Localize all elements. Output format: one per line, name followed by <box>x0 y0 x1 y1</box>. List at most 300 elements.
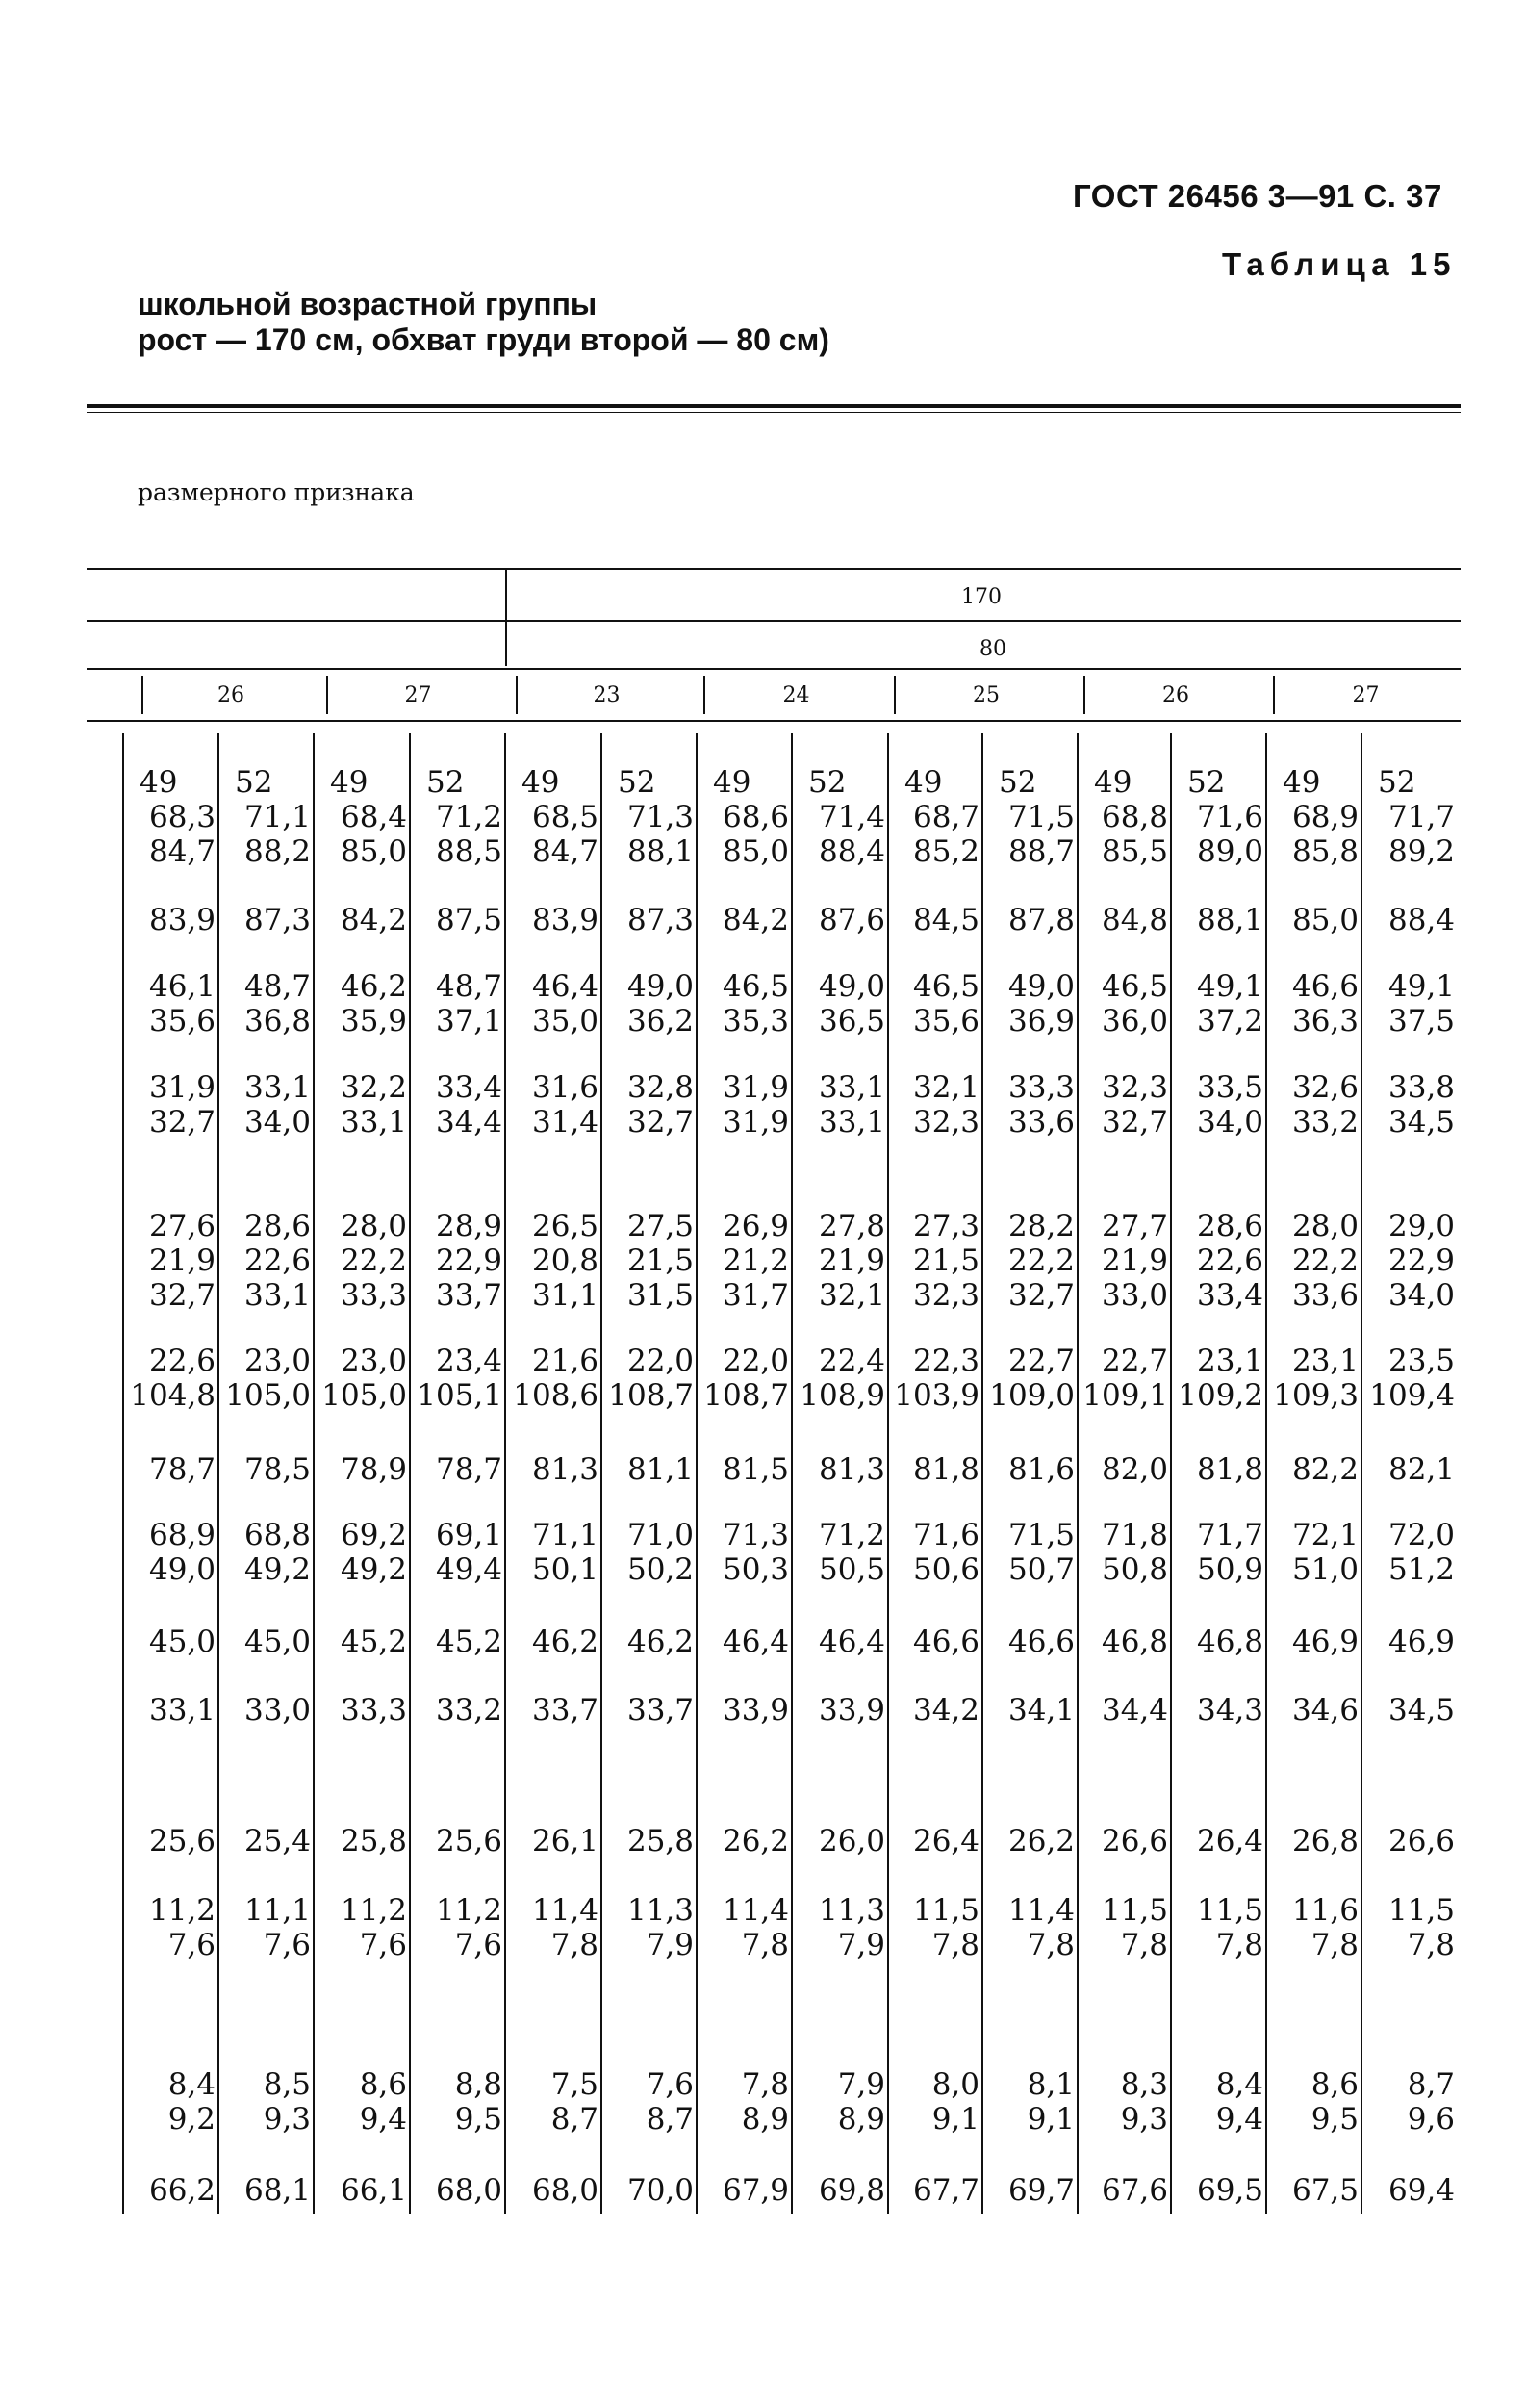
group-label: 25 <box>973 683 1000 707</box>
header-rule-1 <box>87 568 1461 570</box>
table-cell: 26,1 <box>531 1824 598 1858</box>
table-cell: 32,2 <box>340 1070 407 1105</box>
table-cell: 22,2 <box>1291 1243 1359 1278</box>
table-cell: 31,6 <box>531 1070 598 1105</box>
table-cell: 11,1 <box>243 1893 311 1928</box>
table-cell: 49 <box>713 765 751 800</box>
table-cell: 22,2 <box>340 1243 407 1278</box>
table-cell: 25,4 <box>243 1824 311 1858</box>
column-caption: размерного признака <box>138 478 415 506</box>
table-cell: 33,1 <box>148 1693 216 1728</box>
table-cell: 68,9 <box>1291 800 1359 834</box>
table-cell: 31,9 <box>722 1105 789 1140</box>
table-cell: 50,6 <box>912 1552 979 1587</box>
group-label: 27 <box>404 683 432 707</box>
table-cell: 7,9 <box>837 1928 885 1962</box>
table-cell: 26,6 <box>1101 1824 1168 1858</box>
table-cell: 33,0 <box>243 1693 311 1728</box>
table-cell: 82,0 <box>1101 1452 1168 1487</box>
table-cell: 32,7 <box>148 1105 216 1140</box>
table-cell: 84,7 <box>148 834 216 869</box>
table-cell: 46,5 <box>1101 969 1168 1004</box>
table-cell: 28,0 <box>1291 1209 1359 1243</box>
table-cell: 68,4 <box>340 800 407 834</box>
table-cell: 108,9 <box>800 1378 885 1413</box>
table-cell: 85,0 <box>722 834 789 869</box>
table-cell: 35,6 <box>912 1004 979 1038</box>
table-cell: 108,7 <box>703 1378 789 1413</box>
table-cell: 31,5 <box>626 1278 694 1313</box>
table-cell: 8,7 <box>1407 2067 1455 2102</box>
table-cell: 109,0 <box>989 1378 1075 1413</box>
table-cell: 11,2 <box>340 1893 407 1928</box>
group-label: 26 <box>217 683 244 707</box>
table-cell: 25,8 <box>340 1824 407 1858</box>
table-cell: 33,5 <box>1196 1070 1263 1105</box>
table-cell: 34,0 <box>243 1105 311 1140</box>
table-cell: 46,2 <box>531 1625 598 1659</box>
table-cell: 69,1 <box>435 1518 502 1552</box>
table-cell: 34,6 <box>1291 1693 1359 1728</box>
column-divider <box>1265 733 1267 2214</box>
table-cell: 84,5 <box>912 903 979 937</box>
table-cell: 82,2 <box>1291 1452 1359 1487</box>
table-cell: 22,7 <box>1007 1344 1075 1378</box>
column-divider <box>122 733 124 2214</box>
table-cell: 8,5 <box>263 2067 311 2102</box>
table-cell: 27,7 <box>1101 1209 1168 1243</box>
table-cell: 48,7 <box>435 969 502 1004</box>
table-cell: 46,9 <box>1291 1625 1359 1659</box>
table-cell: 22,9 <box>435 1243 502 1278</box>
table-cell: 8,7 <box>550 2102 598 2137</box>
table-cell: 105,0 <box>321 1378 407 1413</box>
table-cell: 84,2 <box>722 903 789 937</box>
table-cell: 49,1 <box>1387 969 1455 1004</box>
table-cell: 32,6 <box>1291 1070 1359 1105</box>
table-cell: 11,3 <box>626 1893 694 1928</box>
table-cell: 71,5 <box>1007 1518 1075 1552</box>
column-divider <box>1170 733 1172 2214</box>
table-cell: 109,4 <box>1369 1378 1455 1413</box>
table-cell: 68,9 <box>148 1518 216 1552</box>
table-cell: 50,1 <box>531 1552 598 1587</box>
table-cell: 88,7 <box>1007 834 1075 869</box>
table-cell: 46,4 <box>818 1625 885 1659</box>
table-cell: 7,9 <box>837 2067 885 2102</box>
table-cell: 78,5 <box>243 1452 311 1487</box>
column-divider <box>600 733 602 2214</box>
table-cell: 45,2 <box>435 1625 502 1659</box>
column-divider <box>1361 733 1362 2214</box>
table-cell: 11,5 <box>1387 1893 1455 1928</box>
table-cell: 89,0 <box>1196 834 1263 869</box>
table-cell: 21,5 <box>626 1243 694 1278</box>
table-cell: 84,7 <box>531 834 598 869</box>
table-cell: 33,1 <box>243 1070 311 1105</box>
table-cell: 49,2 <box>340 1552 407 1587</box>
table-cell: 11,4 <box>1007 1893 1075 1928</box>
table-cell: 32,3 <box>912 1278 979 1313</box>
table-cell: 52 <box>235 765 273 800</box>
table-cell: 88,4 <box>818 834 885 869</box>
table-cell: 71,1 <box>531 1518 598 1552</box>
table-cell: 33,7 <box>435 1278 502 1313</box>
table-cell: 71,4 <box>818 800 885 834</box>
table-cell: 103,9 <box>894 1378 979 1413</box>
table-cell: 46,4 <box>722 1625 789 1659</box>
table-cell: 46,6 <box>1291 969 1359 1004</box>
table-cell: 71,6 <box>1196 800 1263 834</box>
table-cell: 7,8 <box>1310 1928 1359 1962</box>
column-divider <box>696 733 698 2214</box>
table-cell: 11,4 <box>722 1893 789 1928</box>
table-cell: 23,0 <box>340 1344 407 1378</box>
table-cell: 28,6 <box>243 1209 311 1243</box>
table-cell: 9,1 <box>1027 2102 1075 2137</box>
table-cell: 9,3 <box>263 2102 311 2137</box>
table-cell: 49 <box>330 765 369 800</box>
table-cell: 67,5 <box>1291 2173 1359 2208</box>
table-cell: 28,9 <box>435 1209 502 1243</box>
table-cell: 85,5 <box>1101 834 1168 869</box>
group-label: 24 <box>782 683 810 707</box>
table-cell: 8,1 <box>1027 2067 1075 2102</box>
table-cell: 78,7 <box>148 1452 216 1487</box>
table-cell: 22,6 <box>148 1344 216 1378</box>
table-cell: 71,8 <box>1101 1518 1168 1552</box>
table-cell: 50,5 <box>818 1552 885 1587</box>
table-cell: 46,6 <box>1007 1625 1075 1659</box>
table-cell: 71,2 <box>435 800 502 834</box>
table-cell: 36,0 <box>1101 1004 1168 1038</box>
table-cell: 51,2 <box>1387 1552 1455 1587</box>
table-cell: 31,9 <box>148 1070 216 1105</box>
table-cell: 85,8 <box>1291 834 1359 869</box>
table-cell: 33,1 <box>340 1105 407 1140</box>
table-cell: 33,7 <box>531 1693 598 1728</box>
table-cell: 89,2 <box>1387 834 1455 869</box>
table-cell: 49,2 <box>243 1552 311 1587</box>
table-cell: 33,2 <box>1291 1105 1359 1140</box>
table-cell: 83,9 <box>148 903 216 937</box>
table-cell: 68,0 <box>435 2173 502 2208</box>
table-cell: 23,0 <box>243 1344 311 1378</box>
table-cell: 46,2 <box>340 969 407 1004</box>
table-cell: 105,1 <box>417 1378 502 1413</box>
table-cell: 84,2 <box>340 903 407 937</box>
table-cell: 81,6 <box>1007 1452 1075 1487</box>
table-cell: 81,3 <box>818 1452 885 1487</box>
table-cell: 22,0 <box>626 1344 694 1378</box>
table-cell: 78,9 <box>340 1452 407 1487</box>
table-cell: 8,4 <box>167 2067 216 2102</box>
table-cell: 27,8 <box>818 1209 885 1243</box>
table-cell: 21,6 <box>531 1344 598 1378</box>
table-cell: 46,4 <box>531 969 598 1004</box>
table-cell: 33,1 <box>818 1070 885 1105</box>
table-cell: 78,7 <box>435 1452 502 1487</box>
table-cell: 33,4 <box>1196 1278 1263 1313</box>
table-cell: 7,5 <box>550 2067 598 2102</box>
table-cell: 33,6 <box>1007 1105 1075 1140</box>
table-cell: 49 <box>1283 765 1321 800</box>
table-cell: 69,5 <box>1196 2173 1263 2208</box>
table-cell: 46,6 <box>912 1625 979 1659</box>
table-cell: 66,2 <box>148 2173 216 2208</box>
column-divider <box>313 733 315 2214</box>
table-cell: 71,1 <box>243 800 311 834</box>
table-cell: 50,7 <box>1007 1552 1075 1587</box>
table-cell: 7,8 <box>1407 1928 1455 1962</box>
table-cell: 109,3 <box>1273 1378 1359 1413</box>
table-cell: 7,8 <box>1215 1928 1263 1962</box>
table-cell: 71,2 <box>818 1518 885 1552</box>
table-cell: 11,6 <box>1291 1893 1359 1928</box>
table-cell: 33,3 <box>340 1278 407 1313</box>
table-cell: 7,6 <box>167 1928 216 1962</box>
table-cell: 9,5 <box>454 2102 502 2137</box>
table-cell: 69,2 <box>340 1518 407 1552</box>
table-cell: 69,8 <box>818 2173 885 2208</box>
table-cell: 32,1 <box>912 1070 979 1105</box>
table-cell: 109,2 <box>1178 1378 1263 1413</box>
table-cell: 88,5 <box>435 834 502 869</box>
table-cell: 32,7 <box>1101 1105 1168 1140</box>
table-cell: 34,4 <box>435 1105 502 1140</box>
table-cell: 83,9 <box>531 903 598 937</box>
table-cell: 11,4 <box>531 1893 598 1928</box>
table-cell: 68,5 <box>531 800 598 834</box>
table-cell: 52 <box>618 765 656 800</box>
table-cell: 49,1 <box>1196 969 1263 1004</box>
height-value: 170 <box>961 585 1002 609</box>
table-cell: 8,6 <box>359 2067 407 2102</box>
table-cell: 22,6 <box>243 1243 311 1278</box>
table-cell: 32,3 <box>912 1105 979 1140</box>
group-label: 23 <box>593 683 621 707</box>
table-cell: 34,0 <box>1196 1105 1263 1140</box>
table-cell: 71,3 <box>626 800 694 834</box>
table-cell: 7,6 <box>359 1928 407 1962</box>
group-label: 27 <box>1352 683 1380 707</box>
table-cell: 23,1 <box>1196 1344 1263 1378</box>
table-cell: 85,2 <box>912 834 979 869</box>
table-label: Таблица 15 <box>1222 246 1457 282</box>
table-cell: 71,5 <box>1007 800 1075 834</box>
table-cell: 81,3 <box>531 1452 598 1487</box>
column-divider <box>887 733 889 2214</box>
table-cell: 32,7 <box>626 1105 694 1140</box>
table-cell: 11,5 <box>1101 1893 1168 1928</box>
table-cell: 9,2 <box>167 2102 216 2137</box>
table-cell: 9,5 <box>1310 2102 1359 2137</box>
table-cell: 23,5 <box>1387 1344 1455 1378</box>
table-cell: 32,3 <box>1101 1070 1168 1105</box>
table-cell: 34,0 <box>1387 1278 1455 1313</box>
table-cell: 26,6 <box>1387 1824 1455 1858</box>
table-cell: 46,8 <box>1196 1625 1263 1659</box>
table-cell: 11,5 <box>912 1893 979 1928</box>
table-cell: 7,9 <box>646 1928 694 1962</box>
table-cell: 32,7 <box>1007 1278 1075 1313</box>
table-cell: 33,7 <box>626 1693 694 1728</box>
table-cell: 49,0 <box>1007 969 1075 1004</box>
table-cell: 25,6 <box>435 1824 502 1858</box>
table-cell: 26,9 <box>722 1209 789 1243</box>
header-divider-1 <box>505 570 507 620</box>
table-cell: 49 <box>1094 765 1132 800</box>
table-cell: 33,2 <box>435 1693 502 1728</box>
table-cell: 87,8 <box>1007 903 1075 937</box>
table-cell: 26,2 <box>1007 1824 1075 1858</box>
column-divider <box>981 733 983 2214</box>
table-cell: 71,0 <box>626 1518 694 1552</box>
table-cell: 37,5 <box>1387 1004 1455 1038</box>
table-cell: 49 <box>521 765 560 800</box>
table-cell: 81,8 <box>1196 1452 1263 1487</box>
table-cell: 109,1 <box>1082 1378 1168 1413</box>
table-cell: 33,0 <box>1101 1278 1168 1313</box>
table-cell: 21,9 <box>148 1243 216 1278</box>
table-cell: 52 <box>1187 765 1226 800</box>
page-header: ГОСТ 26456 3—91 С. 37 <box>1073 178 1442 214</box>
table-cell: 46,2 <box>626 1625 694 1659</box>
table-cell: 7,8 <box>931 1928 979 1962</box>
table-cell: 33,4 <box>435 1070 502 1105</box>
table-cell: 68,0 <box>531 2173 598 2208</box>
table-cell: 26,5 <box>531 1209 598 1243</box>
header-rule-3 <box>87 668 1461 670</box>
table-cell: 21,5 <box>912 1243 979 1278</box>
table-cell: 25,6 <box>148 1824 216 1858</box>
table-cell: 7,8 <box>1120 1928 1168 1962</box>
table-cell: 49,0 <box>818 969 885 1004</box>
table-cell: 87,3 <box>243 903 311 937</box>
table-cell: 68,6 <box>722 800 789 834</box>
table-cell: 22,2 <box>1007 1243 1075 1278</box>
table-cell: 46,5 <box>722 969 789 1004</box>
table-cell: 35,0 <box>531 1004 598 1038</box>
table-cell: 71,3 <box>722 1518 789 1552</box>
table-cell: 88,4 <box>1387 903 1455 937</box>
table-cell: 22,0 <box>722 1344 789 1378</box>
table-cell: 36,5 <box>818 1004 885 1038</box>
table-cell: 50,3 <box>722 1552 789 1587</box>
table-cell: 104,8 <box>130 1378 216 1413</box>
table-cell: 8,8 <box>454 2067 502 2102</box>
table-cell: 68,3 <box>148 800 216 834</box>
table-cell: 37,1 <box>435 1004 502 1038</box>
table-cell: 52 <box>999 765 1037 800</box>
table-cell: 33,9 <box>722 1693 789 1728</box>
table-cell: 33,6 <box>1291 1278 1359 1313</box>
table-cell: 28,0 <box>340 1209 407 1243</box>
table-cell: 11,2 <box>435 1893 502 1928</box>
table-cell: 28,2 <box>1007 1209 1075 1243</box>
table-cell: 8,7 <box>646 2102 694 2137</box>
table-cell: 67,9 <box>722 2173 789 2208</box>
table-cell: 8,3 <box>1120 2067 1168 2102</box>
table-cell: 35,3 <box>722 1004 789 1038</box>
table-cell: 50,2 <box>626 1552 694 1587</box>
table-cell: 69,7 <box>1007 2173 1075 2208</box>
column-divider <box>409 733 411 2214</box>
table-cell: 108,6 <box>513 1378 598 1413</box>
table-cell: 34,5 <box>1387 1105 1455 1140</box>
group-label: 26 <box>1162 683 1189 707</box>
table-cell: 22,3 <box>912 1344 979 1378</box>
table-cell: 8,9 <box>837 2102 885 2137</box>
table-cell: 9,1 <box>931 2102 979 2137</box>
table-cell: 31,9 <box>722 1070 789 1105</box>
table-cell: 46,8 <box>1101 1625 1168 1659</box>
table-cell: 34,2 <box>912 1693 979 1728</box>
table-cell: 45,0 <box>148 1625 216 1659</box>
table-cell: 33,8 <box>1387 1070 1455 1105</box>
top-rule-thin <box>87 412 1461 413</box>
table-cell: 46,1 <box>148 969 216 1004</box>
table-cell: 7,8 <box>550 1928 598 1962</box>
table-cell: 69,4 <box>1387 2173 1455 2208</box>
table-cell: 81,8 <box>912 1452 979 1487</box>
table-cell: 9,6 <box>1407 2102 1455 2137</box>
table-cell: 51,0 <box>1291 1552 1359 1587</box>
table-cell: 9,3 <box>1120 2102 1168 2137</box>
table-cell: 46,9 <box>1387 1625 1455 1659</box>
table-cell: 27,3 <box>912 1209 979 1243</box>
table-cell: 36,8 <box>243 1004 311 1038</box>
column-divider <box>1077 733 1079 2214</box>
table-cell: 33,3 <box>340 1693 407 1728</box>
table-cell: 7,6 <box>646 2067 694 2102</box>
table-cell: 26,4 <box>912 1824 979 1858</box>
header-rule-2 <box>87 620 1461 622</box>
table-cell: 7,6 <box>454 1928 502 1962</box>
table-cell: 34,3 <box>1196 1693 1263 1728</box>
table-cell: 27,5 <box>626 1209 694 1243</box>
table-cell: 23,1 <box>1291 1344 1359 1378</box>
table-cell: 33,3 <box>1007 1070 1075 1105</box>
table-cell: 29,0 <box>1387 1209 1455 1243</box>
table-cell: 87,3 <box>626 903 694 937</box>
table-cell: 71,7 <box>1196 1518 1263 1552</box>
table-cell: 11,2 <box>148 1893 216 1928</box>
header-rule-4 <box>87 720 1461 722</box>
table-cell: 82,1 <box>1387 1452 1455 1487</box>
table-cell: 87,5 <box>435 903 502 937</box>
table-cell: 108,7 <box>608 1378 694 1413</box>
table-cell: 28,6 <box>1196 1209 1263 1243</box>
table-cell: 8,4 <box>1215 2067 1263 2102</box>
table-cell: 7,8 <box>1027 1928 1075 1962</box>
table-cell: 35,9 <box>340 1004 407 1038</box>
table-cell: 31,4 <box>531 1105 598 1140</box>
table-cell: 11,5 <box>1196 1893 1263 1928</box>
table-cell: 35,6 <box>148 1004 216 1038</box>
table-cell: 68,1 <box>243 2173 311 2208</box>
table-cell: 84,8 <box>1101 903 1168 937</box>
table-cell: 8,6 <box>1310 2067 1359 2102</box>
table-cell: 22,9 <box>1387 1243 1455 1278</box>
table-cell: 22,4 <box>818 1344 885 1378</box>
table-cell: 8,0 <box>931 2067 979 2102</box>
table-cell: 21,9 <box>818 1243 885 1278</box>
table-cell: 49 <box>140 765 178 800</box>
table-cell: 52 <box>1378 765 1416 800</box>
table-cell: 48,7 <box>243 969 311 1004</box>
table-cell: 7,8 <box>741 2067 789 2102</box>
